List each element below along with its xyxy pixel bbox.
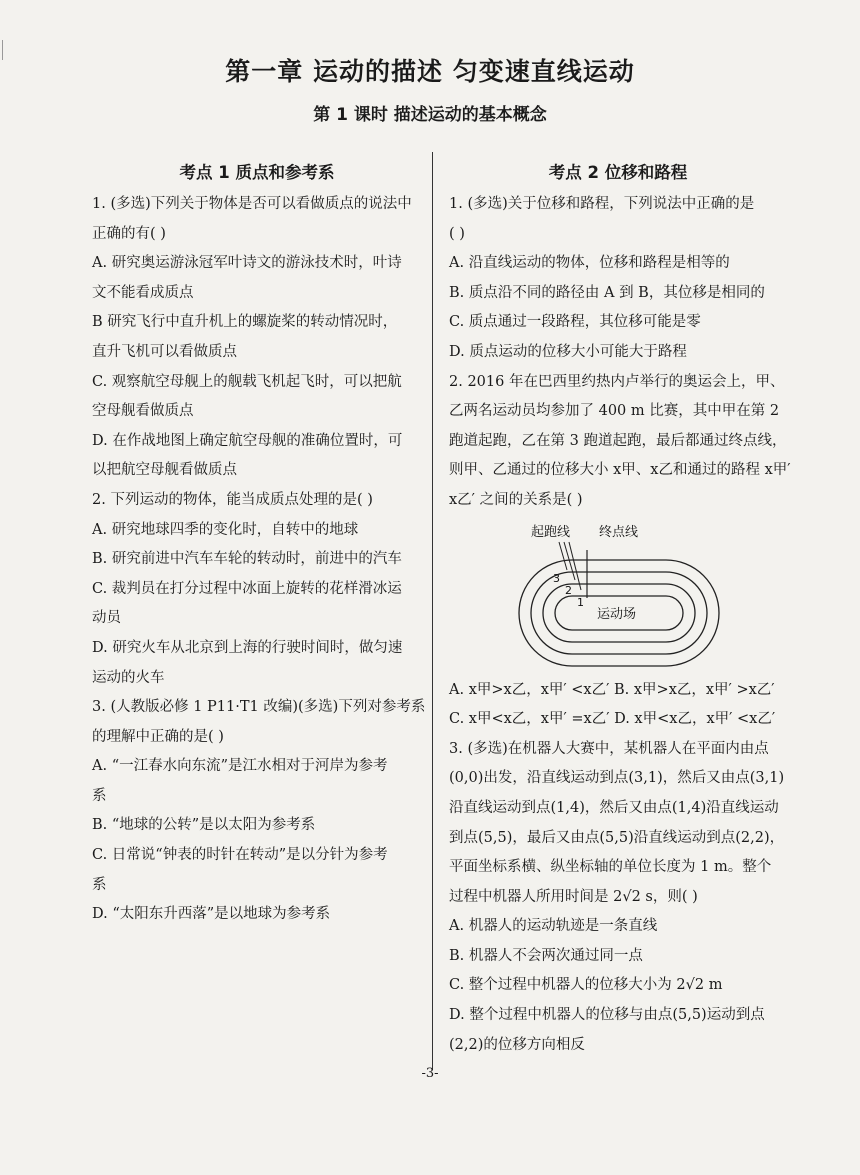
start-line-3 bbox=[559, 542, 567, 570]
text-line: C. 观察航空母舰上的舰载飞机起飞时，可以把航 bbox=[92, 373, 402, 390]
text-line: D. 在作战地图上确定航空母舰的准确位置时，可 bbox=[92, 432, 403, 449]
text-line: 到点(5,5)，最后又由点(5,5)沿直线运动到点(2,2)， bbox=[449, 829, 785, 846]
text-line: 运动的火车 bbox=[92, 669, 165, 686]
text-line: 3. (人教版必修 1 P11·T1 改编)(多选)下列对参考系 bbox=[92, 699, 426, 716]
left-questions bbox=[92, 190, 426, 930]
lesson-title: 第 1 课时 描述运动的基本概念 bbox=[313, 105, 547, 125]
text-line: (2,2)的位移方向相反 bbox=[449, 1036, 585, 1053]
text-line: B. 质点沿不同的路径由 A 到 B，其位移是相同的 bbox=[449, 284, 765, 301]
text-line: 正确的有( ) bbox=[92, 225, 166, 242]
text-line: C. 整个过程中机器人的位移大小为 2√2 m bbox=[449, 977, 723, 994]
text-line: ( ) bbox=[449, 225, 465, 242]
text-line: 平面坐标系横、纵坐标轴的单位长度为 1 m。整个 bbox=[449, 859, 772, 876]
text-line: C. x甲<x乙，x甲′ =x乙′ D. x甲<x乙，x甲′ <x乙′ bbox=[449, 711, 776, 728]
lane-label-1: 1 bbox=[577, 595, 584, 609]
text-line: 直升飞机可以看做质点 bbox=[92, 343, 237, 360]
text-line: 动员 bbox=[92, 610, 121, 627]
text-line: 跑道起跑，乙在第 3 跑道起跑，最后都通过终点线， bbox=[449, 432, 787, 449]
text-line: 以把航空母舰看做质点 bbox=[92, 462, 237, 479]
text-line: 3. (多选)在机器人大赛中，某机器人在平面内由点 bbox=[449, 740, 769, 757]
right-questions-top bbox=[449, 190, 791, 516]
text-line: B. “地球的公转”是以太阳为参考系 bbox=[92, 817, 316, 834]
text-line: A. 机器人的运动轨迹是一条直线 bbox=[449, 918, 658, 935]
text-line: 系 bbox=[92, 787, 107, 804]
start-line-label: 起跑线 bbox=[531, 524, 571, 540]
text-line: (0,0)出发，沿直线运动到点(3,1)，然后又由点(3,1) bbox=[449, 770, 785, 787]
page-number: -3- bbox=[421, 1066, 439, 1081]
text-line: 2. 下列运动的物体，能当成质点处理的是( ) bbox=[92, 491, 373, 508]
text-line: 过程中机器人所用时间是 2√2 s，则( ) bbox=[449, 888, 698, 905]
section-heading-2: 考点 2 位移和路程 bbox=[548, 163, 688, 182]
text-line: D. 整个过程中机器人的位移与由点(5,5)运动到点 bbox=[449, 1007, 765, 1024]
text-line: A. 沿直线运动的物体，位移和路程是相等的 bbox=[449, 255, 730, 272]
text-line: 乙两名运动员均参加了 400 m 比赛，其中甲在第 2 bbox=[449, 403, 780, 420]
field-label: 运动场 bbox=[597, 606, 637, 622]
text-line: 1. (多选)下列关于物体是否可以看做质点的说法中 bbox=[92, 196, 412, 212]
text-line: D. “太阳东升西落”是以地球为参考系 bbox=[92, 906, 331, 923]
lane-label-3: 3 bbox=[553, 571, 560, 585]
lane-label-2: 2 bbox=[565, 583, 572, 597]
text-line: 则甲、乙通过的位移大小 x甲、x乙和通过的路程 x甲′ bbox=[449, 462, 791, 479]
text-line: A. 研究奥运游泳冠军叶诗文的游泳技术时，叶诗 bbox=[92, 255, 402, 272]
text-line: D. 质点运动的位移大小可能大于路程 bbox=[449, 343, 687, 360]
text-line: B. 机器人不会两次通过同一点 bbox=[449, 947, 643, 964]
text-line: A. “一江春水向东流”是江水相对于河岸为参考 bbox=[92, 758, 388, 775]
text-line: D. 研究火车从北京到上海的行驶时间时，做匀速 bbox=[92, 639, 403, 656]
text-line: 文不能看成质点 bbox=[92, 284, 194, 301]
right-column bbox=[449, 160, 791, 1060]
chapter-title: 第一章 运动的描述 匀变速直线运动 bbox=[225, 57, 635, 86]
section-heading-1: 考点 1 质点和参考系 bbox=[179, 163, 335, 182]
text-line: x乙′ 之间的关系是( ) bbox=[449, 491, 583, 508]
text-line: 系 bbox=[92, 876, 107, 893]
text-line: 沿直线运动到点(1,4)，然后又由点(1,4)沿直线运动 bbox=[449, 799, 779, 816]
left-column bbox=[92, 160, 426, 930]
text-line: 的理解中正确的是( ) bbox=[92, 728, 224, 745]
text-line: A. 研究地球四季的变化时，自转中的地球 bbox=[92, 521, 359, 538]
text-line: A. x甲>x乙，x甲′ <x乙′ B. x甲>x乙，x甲′ >x乙′ bbox=[449, 681, 775, 698]
text-line: 空母舰看做质点 bbox=[92, 403, 194, 420]
text-line: B 研究飞行中直升机上的螺旋桨的转动情况时， bbox=[92, 314, 398, 331]
right-questions-bottom bbox=[449, 676, 787, 1061]
column-divider bbox=[432, 152, 433, 1070]
track-diagram-svg bbox=[509, 520, 729, 670]
finish-line-label: 终点线 bbox=[599, 524, 639, 540]
text-line: C. 质点通过一段路程，其位移可能是零 bbox=[449, 314, 701, 331]
text-line: C. 裁判员在打分过程中冰面上旋转的花样滑冰运 bbox=[92, 580, 402, 597]
text-line: C. 日常说“钟表的时针在转动”是以分针为参考 bbox=[92, 847, 388, 864]
text-line: 1. (多选)关于位移和路程，下列说法中正确的是 bbox=[449, 196, 755, 212]
text-line: B. 研究前进中汽车车轮的转动时，前进中的汽车 bbox=[92, 551, 402, 568]
track-diagram bbox=[449, 520, 787, 670]
text-line: 2. 2016 年在巴西里约热内卢举行的奥运会上，甲、 bbox=[449, 373, 785, 390]
